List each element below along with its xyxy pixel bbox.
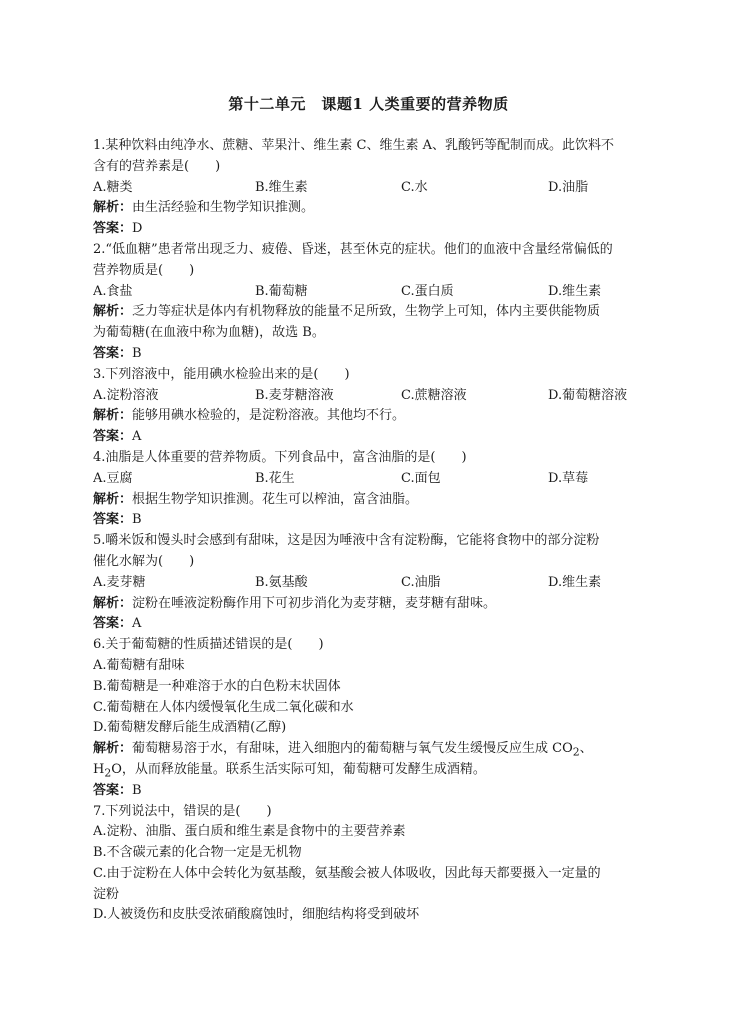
q4-stem: 4.油脂是人体重要的营养物质。下列食品中，富含油脂的是( ): [93, 449, 467, 465]
q1-option-a: A.糖类: [93, 179, 133, 195]
q6-explanation-text-1: 葡萄糖易溶于水，有甜味，进入细胞内的葡萄糖与氧气发生缓慢反应生成 CO: [132, 741, 573, 757]
q3-explanation: [93, 406, 646, 427]
q7-option-d: D.人被烫伤和皮肤受浓硝酸腐蚀时，细胞结构将受到破坏: [93, 907, 420, 923]
q4-explanation: [93, 490, 646, 511]
q5-explanation-text: 淀粉在唾液淀粉酶作用下可初步消化为麦芽糖，麦芽糖有甜味。: [132, 595, 497, 611]
q6-answer-label: 答案：: [93, 782, 133, 798]
q7-option-c-line-1: C.由于淀粉在人体中会转化为氨基酸，氨基酸会被人体吸收，因此每天都要摄入一定量的: [93, 865, 601, 881]
q5-answer-value: A: [132, 616, 142, 632]
question-list: [93, 136, 646, 926]
q2-stem-line-2: 营养物质是( ): [93, 262, 195, 278]
q5-options: [93, 573, 646, 594]
q6-explanation-h: H: [93, 761, 105, 777]
q1-option-c: C.水: [401, 179, 428, 195]
q5-option-d: D.维生素: [548, 574, 602, 590]
q3-option-d: D.葡萄糖溶液: [548, 387, 628, 403]
q3-explanation-text: 能够用碘水检验的，是淀粉溶液。其他均不行。: [132, 408, 406, 424]
q5-answer-label: 答案：: [93, 616, 133, 632]
q4-option-b: B.花生: [255, 470, 295, 486]
q2-answer-value: B: [132, 345, 142, 361]
q3-answer-value: A: [132, 429, 142, 445]
q1-explanation-label: 解析：: [93, 200, 133, 216]
q2-options: [93, 282, 646, 303]
q6-subscript-2: 2: [104, 766, 112, 780]
q4-answer-value: B: [132, 512, 142, 528]
q2-option-a: A.食盐: [93, 283, 133, 299]
q4-option-a: A.豆腐: [93, 470, 133, 486]
q4-option-d: D.草莓: [548, 470, 589, 486]
q1-option-d: D.油脂: [548, 179, 589, 195]
q3-stem: 3.下列溶液中，能用碘水检验出来的是( ): [93, 366, 350, 382]
q1-options: [93, 178, 646, 199]
q3-answer-label: 答案：: [93, 429, 133, 445]
q6-option-c: C.葡萄糖在人体内缓慢氧化生成二氧化碳和水: [93, 699, 354, 715]
q6-explanation-text-1b: 、: [579, 741, 593, 757]
q6-explanation-text-2: O，从而释放能量。联系生活实际可知，葡萄糖可发酵生成酒精。: [111, 761, 486, 777]
q4-answer-label: 答案：: [93, 512, 133, 528]
q7-option-b: B.不含碳元素的化合物一定是无机物: [93, 845, 302, 861]
q5-explanation-label: 解析：: [93, 595, 133, 611]
q6-subscript: 2: [572, 745, 580, 759]
q6-option-b: B.葡萄糖是一种难溶于水的白色粉末状固体: [93, 678, 341, 694]
page-title: 第十二单元 课题1 人类重要的营养物质: [228, 95, 509, 113]
q2-explanation-label: 解析：: [93, 304, 133, 320]
q5-stem-line-1: 5.嚼米饭和馒头时会感到有甜味，这是因为唾液中含有淀粉酶，它能将食物中的部分淀粉: [93, 533, 600, 549]
q7-stem: 7.下列说法中，错误的是( ): [93, 803, 272, 819]
q2-option-b: B.葡萄糖: [255, 283, 308, 299]
q1-explanation: [93, 198, 646, 219]
q2-option-d: D.维生素: [548, 283, 602, 299]
q7-option-c-line-2: 淀粉: [93, 886, 120, 902]
q5-option-b: B.氨基酸: [255, 574, 308, 590]
q7-option-a: A.淀粉、油脂、蛋白质和维生素是食物中的主要营养素: [93, 824, 406, 840]
q6-explanation-line-2: [93, 760, 646, 781]
q1-stem-line-2: 含有的营养素是( ): [93, 158, 221, 174]
q6-option-d: D.葡萄糖发酵后能生成酒精(乙醇): [93, 720, 287, 736]
q2-answer-label: 答案：: [93, 345, 133, 361]
q2-explanation-line-1: [93, 302, 646, 323]
q6-answer-value: B: [132, 782, 142, 798]
q2-stem-line-1: 2.“低血糖”患者常出现乏力、疲倦、昏迷，甚至休克的症状。他们的血液中含量经常偏低的: [93, 241, 613, 257]
q6-answer: [93, 781, 646, 802]
q4-answer: [93, 510, 646, 531]
q6-option-a: A.葡萄糖有甜味: [93, 657, 185, 673]
q1-answer: [93, 219, 646, 240]
q1-explanation-text: 由生活经验和生物学知识推测。: [132, 200, 315, 216]
q4-explanation-text: 根据生物学知识推测。花生可以榨油，富含油脂。: [132, 491, 419, 507]
q3-answer: [93, 427, 646, 448]
q4-option-c: C.面包: [401, 470, 441, 486]
q2-explanation-line-2: 为葡萄糖(在血液中称为血糖)，故选 B。: [93, 325, 325, 341]
q6-stem: 6.关于葡萄糖的性质描述错误的是( ): [93, 637, 324, 653]
q6-explanation-label: 解析：: [93, 741, 133, 757]
q3-option-c: C.蔗糖溶液: [401, 387, 467, 403]
q2-option-c: C.蛋白质: [401, 283, 454, 299]
q5-explanation: [93, 594, 646, 615]
q2-explanation-text: 乏力等症状是体内有机物释放的能量不足所致，生物学上可知，体内主要供能物质: [132, 304, 601, 320]
q1-stem-line-1: 1.某种饮料由纯净水、蔗糖、苹果汁、维生素 C、维生素 A、乳酸钙等配制而成。此饮料不: [93, 138, 615, 153]
q3-option-a: A.淀粉溶液: [93, 387, 159, 403]
q5-stem-line-2: 催化水解为( ): [93, 553, 195, 569]
q5-option-a: A.麦芽糖: [93, 574, 146, 590]
q1-option-b: B.维生素: [255, 179, 308, 195]
q2-answer: [93, 344, 646, 365]
q3-option-b: B.麦芽糖溶液: [255, 387, 334, 403]
q5-option-c: C.油脂: [401, 574, 441, 590]
q3-options: [93, 386, 646, 407]
q6-explanation-line-1: [93, 739, 646, 760]
q3-explanation-label: 解析：: [93, 408, 133, 424]
q4-explanation-label: 解析：: [93, 491, 133, 507]
q5-answer: [93, 614, 646, 635]
q1-answer-value: D: [132, 221, 143, 237]
q4-options: [93, 469, 646, 490]
q1-answer-label: 答案：: [93, 221, 133, 237]
